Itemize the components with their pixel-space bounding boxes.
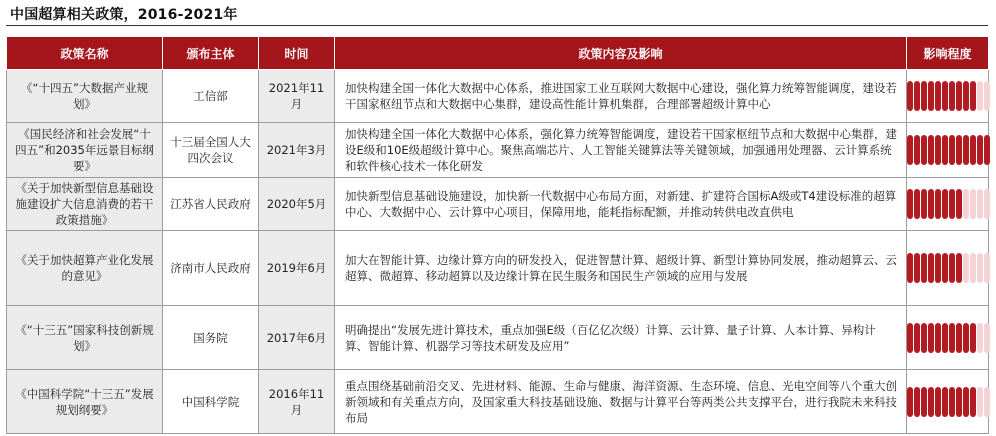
impact-bar-filled (907, 387, 913, 417)
impact-bar-filled (956, 323, 962, 353)
impact-bar-filled (963, 387, 969, 417)
table-header-row (7, 37, 989, 70)
impact-cell (907, 123, 989, 178)
impact-bar-filled (935, 81, 941, 111)
impact-bar-filled (963, 81, 969, 111)
impact-bar-filled (928, 189, 934, 219)
impact-bar-filled (914, 387, 920, 417)
impact-bar-empty (984, 253, 990, 283)
impact-bar-empty (984, 81, 990, 111)
impact-cell (907, 178, 989, 231)
impact-bar-filled (928, 323, 934, 353)
policy-issuer: 中国科学院 (163, 370, 259, 434)
impact-bar-filled (921, 253, 927, 283)
impact-bar-empty (970, 253, 976, 283)
impact-bar-filled (935, 135, 941, 165)
impact-bar-filled (935, 387, 941, 417)
impact-bar-filled (942, 387, 948, 417)
impact-bars (907, 81, 990, 111)
impact-bar-filled (949, 253, 955, 283)
impact-bar-filled (942, 135, 948, 165)
impact-bar-filled (928, 135, 934, 165)
impact-bars (907, 253, 990, 283)
policy-time: 2017年6月 (259, 306, 335, 370)
policy-issuer: 江苏省人民政府 (163, 178, 259, 231)
policy-table (6, 36, 989, 434)
impact-bar-filled (914, 189, 920, 219)
impact-bar-filled (935, 189, 941, 219)
policy-name: 《关于加快新型信息基础设施建设扩大信息消费的若干政策措施》 (7, 178, 163, 231)
impact-bar-filled (921, 189, 927, 219)
impact-bar-filled (970, 81, 976, 111)
policy-issuer: 工信部 (163, 70, 259, 123)
impact-cell (907, 306, 989, 370)
impact-bar-filled (907, 135, 913, 165)
impact-bar-filled (928, 253, 934, 283)
impact-bar-filled (949, 81, 955, 111)
impact-bar-empty (984, 323, 990, 353)
impact-bar-empty (977, 387, 983, 417)
impact-bar-filled (921, 81, 927, 111)
impact-cell (907, 231, 989, 306)
impact-bar-filled (942, 81, 948, 111)
impact-bar-filled (949, 189, 955, 219)
impact-bar-empty (977, 253, 983, 283)
page-title: 中国超算相关政策，2016-2021年 (10, 7, 238, 23)
impact-bar-filled (907, 253, 913, 283)
table-row (7, 178, 989, 231)
table-row (7, 70, 989, 123)
impact-bars (907, 135, 990, 165)
impact-bar-filled (921, 387, 927, 417)
impact-bar-filled (928, 81, 934, 111)
policy-time: 2021年11月 (259, 70, 335, 123)
header-policy-name: 政策名称 (7, 37, 163, 70)
impact-bar-filled (956, 387, 962, 417)
impact-bar-filled (956, 81, 962, 111)
header-impact: 影响程度 (907, 37, 989, 70)
policy-name: 《关于加快超算产业化发展的意见》 (7, 231, 163, 306)
impact-bar-filled (914, 253, 920, 283)
impact-bar-empty (977, 189, 983, 219)
policy-issuer: 济南市人民政府 (163, 231, 259, 306)
impact-bar-filled (942, 189, 948, 219)
impact-bar-filled (956, 135, 962, 165)
impact-bar-filled (963, 135, 969, 165)
policy-time: 2019年6月 (259, 231, 335, 306)
impact-bar-filled (914, 135, 920, 165)
impact-bar-filled (963, 323, 969, 353)
table-row (7, 370, 989, 434)
impact-bar-filled (907, 189, 913, 219)
title-divider (6, 25, 988, 26)
impact-bar-empty (984, 189, 990, 219)
table-row (7, 123, 989, 178)
policy-time: 2021年3月 (259, 123, 335, 178)
impact-bar-filled (977, 135, 983, 165)
impact-bar-empty (963, 189, 969, 219)
impact-bar-filled (935, 253, 941, 283)
header-time: 时间 (259, 37, 335, 70)
policy-content: 加快构建全国一体化大数据中心体系，强化算力统筹智能调度，建设若干国家枢纽节点和大数据中心集群，建设E级和10E级超级计算中心。聚焦高端芯片、人工智能关键算法等关键领域，加强通用处理器、云计算系统和软件核心技术一体化研发 (335, 123, 907, 178)
table-row (7, 306, 989, 370)
policy-name: 《“十三五”国家科技创新规划》 (7, 306, 163, 370)
impact-bar-filled (921, 323, 927, 353)
impact-bar-filled (970, 323, 976, 353)
impact-bar-filled (956, 189, 962, 219)
policy-content: 重点围绕基础前沿交叉、先进材料、能源、生命与健康、海洋资源、生态环境、信息、光电空间等八个重大创新领域和有关重点方向，及国家重大科技基础设施、数据与计算平台等两类公共支撑平台，进行我院未来科技布局 (335, 370, 907, 434)
policy-content: 加快构建全国一体化大数据中心体系，推进国家工业互联网大数据中心建设，强化算力统筹智能调度，建设若干国家枢纽节点和大数据中心集群，建设高性能计算机集群，合理部署超级计算中心 (335, 70, 907, 123)
impact-bar-empty (984, 387, 990, 417)
impact-bars (907, 387, 990, 417)
impact-bar-filled (921, 135, 927, 165)
policy-time: 2016年11月 (259, 370, 335, 434)
policy-issuer: 十三届全国人大四次会议 (163, 123, 259, 178)
impact-bar-filled (949, 135, 955, 165)
impact-bar-filled (928, 387, 934, 417)
impact-bar-filled (970, 387, 976, 417)
header-content: 政策内容及影响 (335, 37, 907, 70)
policy-content: 加快新型信息基础设施建设，加快新一代数据中心布局方面，对新建、扩建符合国标A级或T4建设标准的超算中心、大数据中心、云计算中心项目，保障用地，能耗指标配额，并推动转供电改直供电 (335, 178, 907, 231)
impact-bar-filled (956, 253, 962, 283)
policy-name: 《国民经济和社会发展“十四五”和2035年远景目标纲要》 (7, 123, 163, 178)
impact-cell (907, 370, 989, 434)
impact-bars (907, 189, 990, 219)
impact-bar-filled (907, 323, 913, 353)
impact-bar-filled (942, 253, 948, 283)
impact-bar-filled (935, 323, 941, 353)
impact-bar-empty (970, 189, 976, 219)
policy-time: 2020年5月 (259, 178, 335, 231)
policy-name: 《“十四五”大数据产业规划》 (7, 70, 163, 123)
impact-cell (907, 70, 989, 123)
impact-bar-empty (963, 253, 969, 283)
impact-bar-filled (914, 323, 920, 353)
impact-bar-filled (984, 135, 990, 165)
policy-issuer: 国务院 (163, 306, 259, 370)
policy-name: 《中国科学院“十三五”发展规划纲要》 (7, 370, 163, 434)
impact-bar-empty (977, 81, 983, 111)
impact-bar-filled (942, 323, 948, 353)
impact-bar-filled (949, 323, 955, 353)
table-row (7, 231, 989, 306)
impact-bar-filled (907, 81, 913, 111)
impact-bar-filled (949, 387, 955, 417)
policy-content: 明确提出“发展先进计算技术，重点加强E级（百亿亿次级）计算、云计算、量子计算、人本计算、异构计算、智能计算、机器学习等技术研发及应用” (335, 306, 907, 370)
impact-bar-filled (970, 135, 976, 165)
policy-content: 加大在智能计算、边缘计算方向的研发投入，促进智慧计算、超级计算、新型计算协同发展，推动超算云、云超算、微超算、移动超算以及边缘计算在民生服务和国民生产领域的应用与发展 (335, 231, 907, 306)
header-issuer: 颁布主体 (163, 37, 259, 70)
impact-bar-filled (914, 81, 920, 111)
impact-bars (907, 323, 990, 353)
impact-bar-empty (977, 323, 983, 353)
